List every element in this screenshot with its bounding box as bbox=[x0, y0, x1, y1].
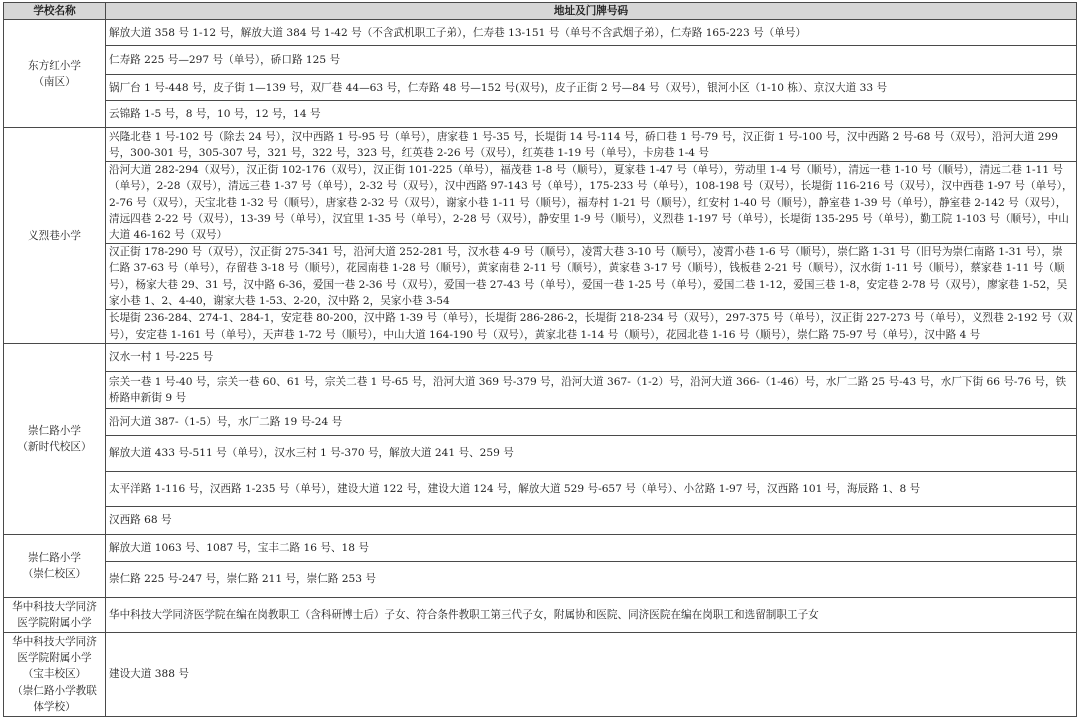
address-cell: 沿河大道 387-（1-5）号，水厂二路 19 号-24 号 bbox=[106, 409, 1077, 436]
table-row bbox=[4, 244, 1077, 310]
school-name-cell bbox=[4, 633, 106, 717]
address-cell: 仁寿路 225 号—297 号（单号），硚口路 125 号 bbox=[106, 46, 1077, 75]
address-cell: 汉正街 178-290 号（双号），汉正街 275-341 号，沿河大道 252-281 号，汉水巷 4-9 号（顺号），凌霄大巷 3-10 号（顺号），凌霄小巷 1-6 号（顺号），崇仁路 1-31 号（旧号为崇仁南路 1-31 号），崇仁路 37-63 号（单号），存留巷 3-18 号（顺号），花园南巷 1-28 号（顺号），黄家南巷 2-11 号（顺号），黄家巷 3-17 号（顺号），钱板巷 2-21 号（顺号），汉水街 1-11 号（顺号），蔡家巷 1-11 号（顺号），杨家大巷 29、31 号，汉中路 6-36，爱国一巷 2-36 号（双号），爱国一巷 27-43 号（单号），爱国一巷 1-25 号（单号），爱国二巷 1-12，爱国三巷 1-8，安定巷 2-78 号（双号），廖家巷 1-52，吴家小巷 1、2、4-40，谢家大巷 1-53、2-20，汉中路 2，吴家小巷 3-54 bbox=[106, 244, 1077, 310]
table-row bbox=[4, 75, 1077, 101]
table-row bbox=[4, 535, 1077, 562]
address-cell: 宗关一巷 1 号-40 号，宗关一巷 60、61 号，宗关二巷 1 号-65 号，沿河大道 369 号-379 号，沿河大道 367-（1-2）号，沿河大道 366-（1-46）号，水厂二路 25 号-43 号，水厂下街 66 号-76 号，铁桥路申新街 9 号 bbox=[106, 372, 1077, 409]
school-name-line: 体学校） bbox=[33, 700, 76, 713]
school-address-table bbox=[3, 2, 1077, 717]
address-cell: 汉西路 68 号 bbox=[106, 507, 1077, 535]
table-row bbox=[4, 409, 1077, 436]
school-name-line: 医学院附属小学 bbox=[17, 617, 92, 630]
school-name-line: （新时代校区） bbox=[17, 441, 92, 454]
address-cell: 太平洋路 1-116 号，汉西路 1-235 号（单号），建设大道 122 号，建设大道 124 号，解放大道 529 号-657 号（单号）、小岔路 1-97 号，汉西路 101 号，海辰路 1、8 号 bbox=[106, 472, 1077, 507]
table-row bbox=[4, 344, 1077, 372]
table-row bbox=[4, 101, 1077, 128]
table-row bbox=[4, 372, 1077, 409]
address-cell: 解放大道 433 号-511 号（单号），汉水三村 1 号-370 号，解放大道 241 号、259 号 bbox=[106, 436, 1077, 472]
table-row bbox=[4, 436, 1077, 472]
school-name-line: 崇仁路小学 bbox=[28, 551, 81, 564]
school-name-cell bbox=[4, 535, 106, 598]
table-row bbox=[4, 20, 1077, 46]
school-name-line: （南区） bbox=[33, 75, 76, 88]
table-row bbox=[4, 46, 1077, 75]
school-name-line: （崇仁校区） bbox=[22, 568, 87, 581]
address-cell: 锅厂台 1 号-448 号，皮子街 1—139 号，双厂巷 44—63 号，仁寿路 48 号—152 号(双号)，皮子正街 2 号—84 号（双号），银河小区（1-10 栋）、京汉大道 33 号 bbox=[106, 75, 1077, 101]
table-row bbox=[4, 562, 1077, 598]
table-body bbox=[4, 20, 1077, 717]
table-header-row bbox=[4, 3, 1077, 20]
address-cell: 兴隆北巷 1 号-102 号（除去 24 号），汉中西路 1 号-95 号（单号），唐家巷 1 号-35 号，长堤街 14 号-114 号，硚口巷 1 号-79 号，汉正街 1 号-100 号，汉中西路 2 号-68 号（双号），沿河大道 299 号，300-301 号，305-307 号，321 号，322 号，323 号，红英巷 2-26 号（双号），红英巷 1-19 号（单号），卡房巷 1-4 号 bbox=[106, 128, 1077, 162]
school-name-cell bbox=[4, 598, 106, 633]
address-cell: 崇仁路 225 号-247 号，崇仁路 211 号，崇仁路 253 号 bbox=[106, 562, 1077, 598]
table-row bbox=[4, 472, 1077, 507]
school-name-line: 崇仁路小学 bbox=[28, 424, 81, 437]
table-row bbox=[4, 162, 1077, 244]
school-name-cell bbox=[4, 344, 106, 535]
school-name-line: 华中科技大学同济 bbox=[12, 636, 97, 649]
school-name-cell bbox=[4, 20, 106, 128]
address-cell: 解放大道 1063 号、1087 号，宝丰二路 16 号、18 号 bbox=[106, 535, 1077, 562]
address-cell: 华中科技大学同济医学院在编在岗教职工（含科研博士后）子女、符合条件教职工第三代子女，附属协和医院、同济医院在编在岗职工和选留制职工子女 bbox=[106, 598, 1077, 633]
address-cell: 建设大道 388 号 bbox=[106, 633, 1077, 717]
address-cell: 汉水一村 1 号-225 号 bbox=[106, 344, 1077, 372]
header-school-name: 学校名称 bbox=[4, 3, 106, 20]
school-name-line: 东方红小学 bbox=[28, 59, 81, 72]
table-row bbox=[4, 598, 1077, 633]
school-name-line: 医学院附属小学 bbox=[17, 652, 92, 665]
school-name-line: （宝丰校区） bbox=[22, 668, 87, 681]
school-name-line: 义烈巷小学 bbox=[28, 229, 81, 242]
header-address: 地址及门牌号码 bbox=[106, 3, 1077, 20]
table-row bbox=[4, 128, 1077, 162]
school-name-line: 华中科技大学同济 bbox=[12, 600, 97, 613]
address-cell: 长堤街 236-284、274-1、284-1，安定巷 80-200，汉中路 1-39 号（单号），长堤街 286-286-2，长堤街 218-234 号（双号），297-375 号（单号），汉正街 227-273 号（单号），义烈巷 2-192 号（双号），安定巷 1-161 号（单号），天声巷 1-72 号（顺号），中山大道 164-190 号（双号），黄家北巷 1-14 号（顺号），花园北巷 1-16 号（顺号），崇仁路 75-97 号（单号），汉中路 4 号 bbox=[106, 310, 1077, 344]
address-cell: 解放大道 358 号 1-12 号，解放大道 384 号 1-42 号（不含武机职工子弟），仁寿巷 13-151 号（单号不含武烟子弟），仁寿路 165-223 号（单号） bbox=[106, 20, 1077, 46]
address-cell: 云锦路 1-5 号，8 号，10 号，12 号，14 号 bbox=[106, 101, 1077, 128]
table-row bbox=[4, 507, 1077, 535]
table-row bbox=[4, 633, 1077, 717]
address-cell: 沿河大道 282-294（双号），汉正街 102-176（双号），汉正街 101-225（单号），福茂巷 1-8 号（顺号），夏家巷 1-47 号（单号），劳动里 1-4 号（顺号），清远一巷 1-10 号（顺号），清远二巷 1-11 号（单号），2-28（双号），清远三巷 1-37 号（单号），2-32 号（双号），汉中西路 97-143 号（单号），175-233 号（单号），108-198 号（双号），长堤街 116-216 号（双号），汉中西巷 1-97 号（单号），2-76 号（双号），天宝北巷 1-32 号（顺号），唐家巷 2-32 号（双号），谢家小巷 1-11 号（顺号），福寿村 1-21 号（顺号），红安村 1-40 号（顺号），静室巷 1-39 号（单号），静室巷 2-142 号（双号），清远四巷 2-22 号（双号），13-39 号（单号），汉宜里 1-35 号（单号），2-28 号（双号），静安里 1-9 号（顺号），义烈巷 1-197 号（单号），长堤街 135-295 号（单号），勤工院 1-103 号（顺号），中山大道 46-162 号（双号） bbox=[106, 162, 1077, 244]
school-name-line: （崇仁路小学教联 bbox=[12, 684, 97, 697]
table-row bbox=[4, 310, 1077, 344]
school-name-cell bbox=[4, 128, 106, 344]
